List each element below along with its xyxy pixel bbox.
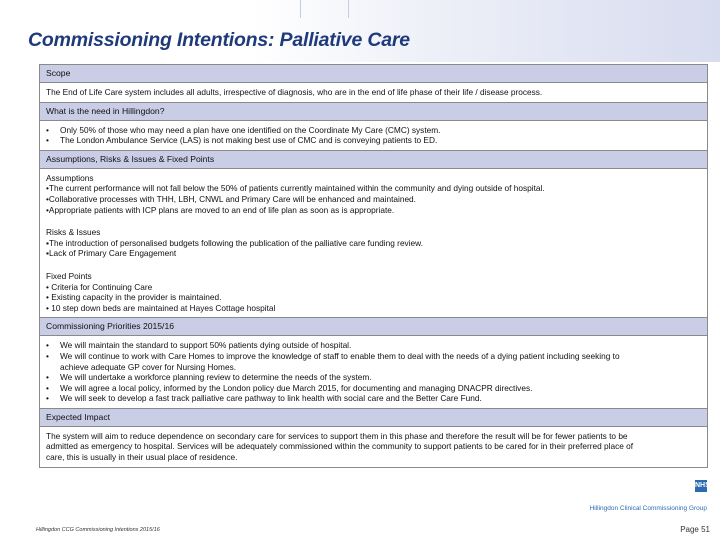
section-body-assumptions: [40, 168, 707, 318]
list-item: ▪The introduction of personalised budgets following the publication of the palliative care funding review.: [46, 237, 423, 248]
section-header-need: What is the need in Hillingdon?: [40, 102, 707, 120]
bullet-icon: •: [46, 372, 49, 383]
section-body-impact: [40, 426, 707, 467]
list-item: •The current performance will not fall below the 50% of patients currently maintained within the community and dying outside of hospital.: [46, 183, 545, 194]
list-item: • We will agree a local policy, informed by the London policy due March 2015, for documenting and managing DNACPR directives.: [46, 382, 533, 393]
scope-text: The End of Life Care system includes all adults, irrespective of diagnosis, who are in the end of life phase of their life / disease process.: [46, 87, 543, 97]
page-number: Page 51: [680, 525, 710, 534]
list-item: • 10 step down beds are maintained at Hayes Cottage hospital: [46, 302, 276, 313]
list-item: • We will undertake a workforce planning review to determine the needs of the system.: [46, 372, 372, 383]
list-item: • Existing capacity in the provider is maintained.: [46, 292, 222, 303]
impact-line: admitted as emergency to hospital. Services will be adequately commissioned within the community to support patients to be cared for in their preferred place of: [46, 441, 634, 452]
bullet-icon: •: [46, 382, 49, 393]
section-header-scope: Scope: [40, 65, 707, 82]
bullet-icon: •: [46, 124, 49, 135]
risks-title: Risks & Issues: [46, 227, 101, 238]
content-table: [39, 64, 708, 468]
list-item: • We will maintain the standard to support 50% patients dying outside of hospital.: [46, 340, 352, 351]
list-item: • Criteria for Continuing Care: [46, 281, 153, 292]
section-body-need: [40, 120, 707, 150]
list-item: • We will seek to develop a fast track palliative care pathway to link health with social care and the Better Care Fund.: [46, 393, 482, 404]
section-header-impact: Expected Impact: [40, 408, 707, 426]
org-name: Hillingdon Clinical Commissioning Group: [589, 505, 707, 512]
bullet-icon: •: [46, 135, 49, 146]
nhs-badge: NHS: [695, 480, 707, 492]
list-item-continuation: achieve adequate GP cover for Nursing Homes.: [60, 361, 237, 372]
impact-line: care, this is usually in their usual place of residence.: [46, 452, 238, 463]
assumptions-title: Assumptions: [46, 172, 94, 183]
section-header-priorities: Commissioning Priorities 2015/16: [40, 317, 707, 335]
page-title: Commissioning Intentions: Palliative Care: [28, 29, 410, 51]
section-body-priorities: [40, 335, 707, 408]
decorative-divider: [300, 0, 301, 18]
bullet-icon: •: [46, 340, 49, 351]
list-item: •Collaborative processes with THH, LBH, CNWL and Primary Care will be enhanced and maintained.: [46, 193, 416, 204]
list-item: • We will continue to work with Care Homes to improve the knowledge of staff to enable them to deal with the needs of a dying patient including seeking to: [46, 350, 620, 361]
section-body-scope: [40, 82, 707, 102]
list-item: •Appropriate patients with ICP plans are moved to an end of life plan as soon as is appropriate.: [46, 204, 395, 215]
bullet-icon: •: [46, 393, 49, 404]
nhs-logo: [567, 480, 710, 514]
list-item: • Only 50% of those who may need a plan have one identified on the Coordinate My Care (CMC) system.: [46, 124, 441, 135]
list-item: • The London Ambulance Service (LAS) is not making best use of CMC and is conveying patients to ED.: [46, 135, 438, 146]
bullet-icon: •: [46, 350, 49, 361]
fixed-points-title: Fixed Points: [46, 270, 92, 281]
section-header-assumptions: Assumptions, Risks & Issues & Fixed Points: [40, 150, 707, 168]
decorative-divider: [348, 0, 349, 18]
footer-document-name: Hillingdon CCG Commissioning Intentions 2015/16: [36, 527, 160, 533]
list-item: ▪Lack of Primary Care Engagement: [46, 248, 177, 259]
impact-line: The system will aim to reduce dependence on secondary care for services to support them in this phase and therefore the result will be for fewer patients to be: [46, 430, 628, 441]
